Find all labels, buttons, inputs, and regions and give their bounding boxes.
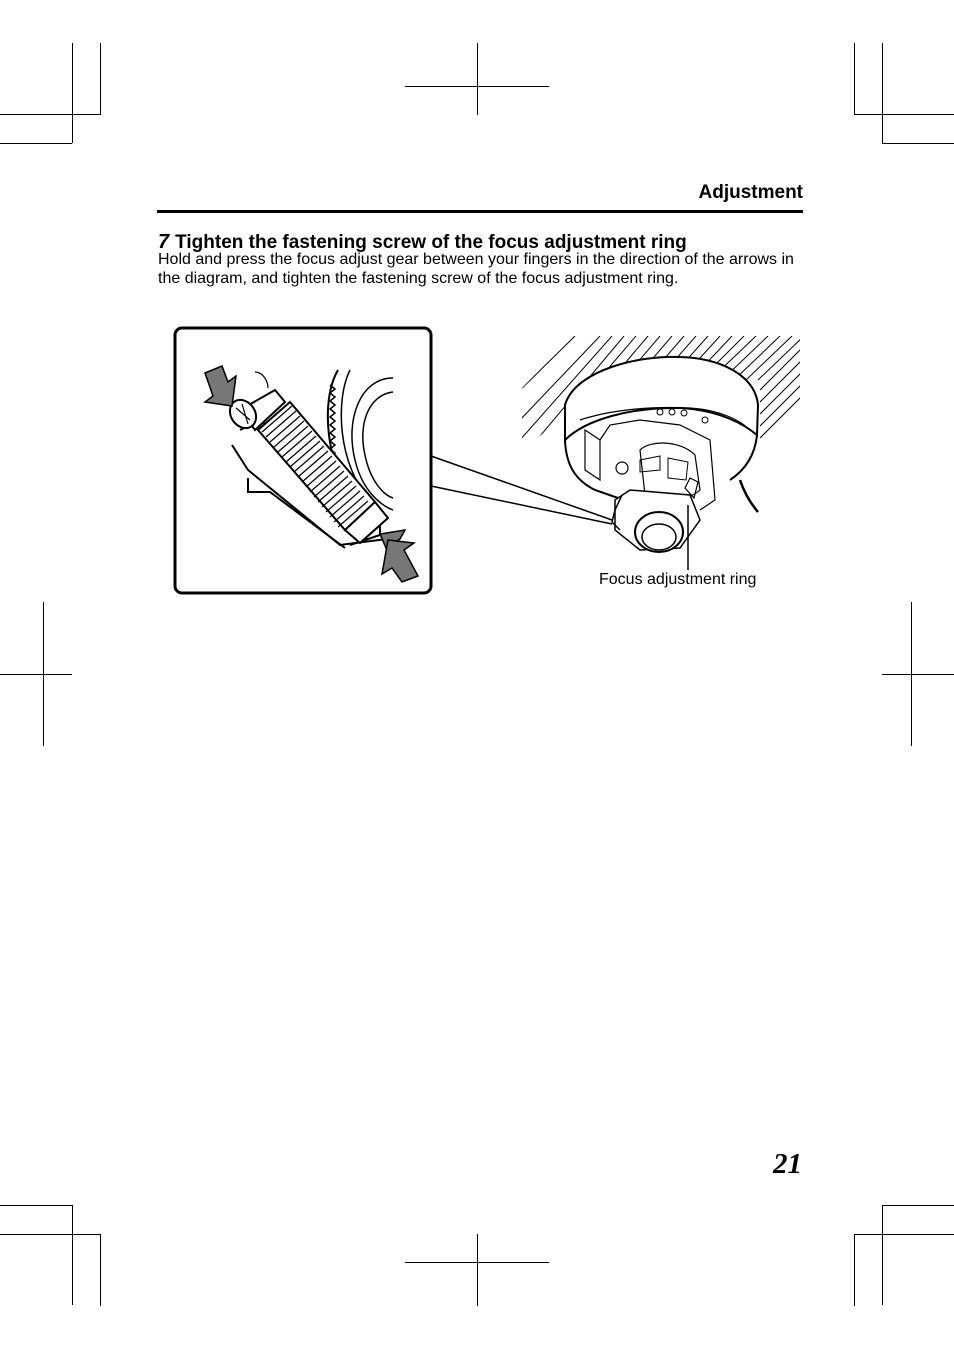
- step-title: Tighten the fastening screw of the focus adjustment ring: [175, 232, 687, 253]
- step-number: 7: [158, 231, 170, 253]
- inset-detail: [175, 328, 431, 593]
- section-header: Adjustment: [698, 182, 803, 203]
- page-number: 21: [773, 1148, 802, 1180]
- dome-camera: [565, 357, 758, 552]
- figure-caption: Focus adjustment ring: [599, 571, 757, 588]
- step-body: Hold and press the focus adjust gear between your fingers in the direction of the arrows in the diagram, and tighten the fastening screw of the focus adjustment ring.: [158, 251, 794, 287]
